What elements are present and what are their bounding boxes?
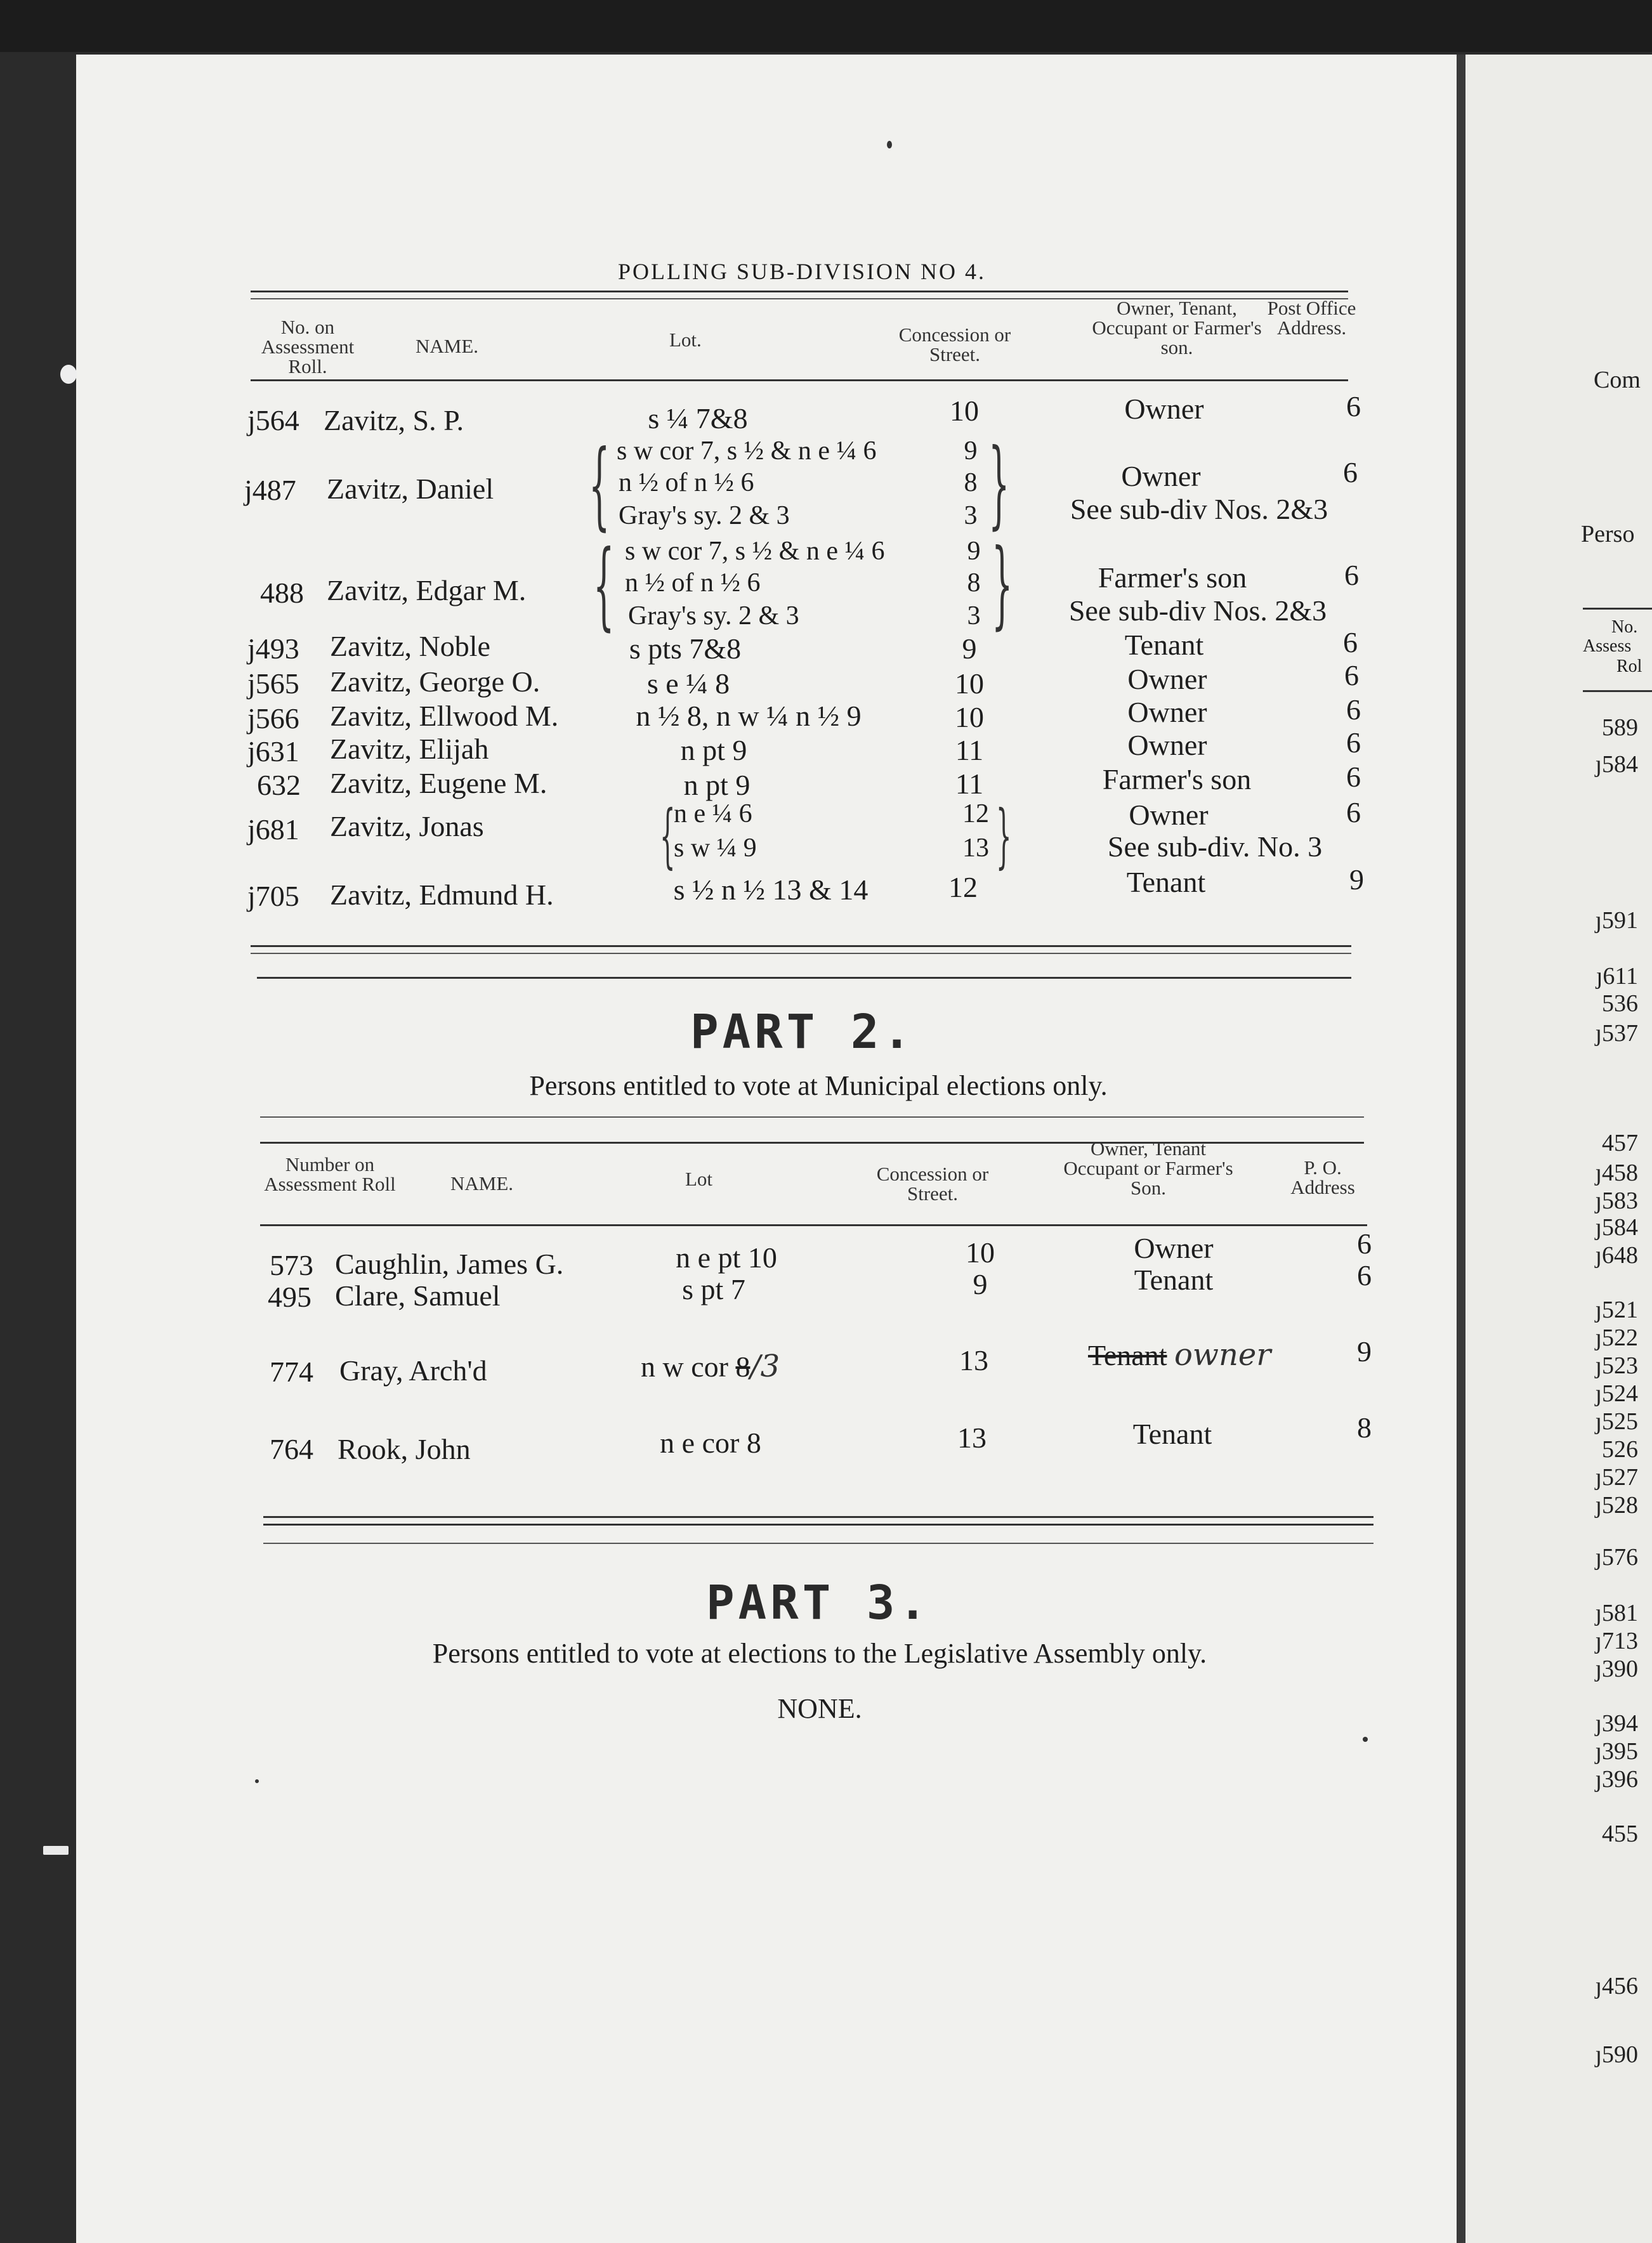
- right-roll: ȷ521: [1595, 1297, 1638, 1323]
- right-roll: ȷ584: [1595, 751, 1638, 778]
- table-row-lot: Gray's sy. 2 & 3: [619, 501, 790, 530]
- header-roll: No. on Assessment Roll.: [261, 316, 355, 377]
- rule: [1583, 608, 1652, 610]
- right-roll: ȷ713: [1595, 1628, 1638, 1654]
- scan-border-top: [0, 0, 1652, 52]
- table-row-roll: j631: [247, 735, 299, 768]
- table-row-lot: n ½ 8, n w ¼ n ½ 9: [636, 700, 862, 732]
- right-roll: ȷ525: [1595, 1408, 1638, 1435]
- right-roll: ȷ390: [1595, 1656, 1638, 1682]
- table-row-status: Owner: [1127, 729, 1207, 761]
- table-row-status: Tenant: [1134, 1264, 1214, 1296]
- table-row-name: Rook, John: [338, 1433, 471, 1465]
- speck: [43, 1846, 69, 1855]
- right-roll: 526: [1602, 1436, 1638, 1463]
- right-roll: ȷ524: [1595, 1380, 1638, 1407]
- table-row-lot: s e ¼ 8: [646, 667, 730, 700]
- table-row-con: 10: [955, 701, 984, 733]
- table-row-lot: n e ¼ 6: [674, 799, 752, 828]
- rule: [251, 953, 1351, 954]
- right-roll: ȷ528: [1595, 1492, 1638, 1519]
- part2-subtitle: Persons entitled to vote at Municipal elections only.: [529, 1070, 1108, 1101]
- left-brace: {: [593, 530, 615, 641]
- left-page: [76, 55, 1459, 2243]
- header-lot: Lot: [685, 1168, 713, 1190]
- right-roll: 455: [1602, 1821, 1638, 1847]
- right-roll: ȷ396: [1595, 1766, 1638, 1793]
- table-row-name: Zavitz, Elijah: [330, 733, 489, 765]
- rule: [257, 977, 1351, 979]
- table-row-status: See sub-div Nos. 2&3: [1068, 594, 1327, 627]
- handwritten-status: owner: [1174, 1337, 1271, 1373]
- speck: [1363, 1737, 1368, 1742]
- header-name: NAME.: [450, 1172, 514, 1194]
- table-row-roll: 495: [268, 1281, 311, 1313]
- table-row-status: Owner: [1129, 799, 1209, 831]
- right-roll: ȷ394: [1595, 1710, 1638, 1737]
- right-roll: ȷ456: [1595, 1973, 1638, 1999]
- speck: [255, 1779, 259, 1783]
- table-row-roll: j487: [244, 474, 296, 506]
- right-roll: 589: [1602, 714, 1638, 741]
- right-fragment: Rol: [1616, 657, 1642, 676]
- table-row-status: Owner: [1121, 460, 1201, 492]
- table-row-status: Tenant: [1124, 629, 1204, 661]
- table-row-roll: 573: [270, 1249, 313, 1281]
- table-row-roll: j566: [247, 702, 299, 735]
- table-row-status: Owner: [1127, 663, 1207, 695]
- table-row-lot: s w ¼ 9: [674, 834, 757, 863]
- speck: [887, 141, 892, 148]
- right-brace: }: [988, 429, 1010, 539]
- header-lot: Lot.: [669, 329, 702, 351]
- table-row-name: Zavitz, Noble: [330, 630, 490, 662]
- right-roll: ȷ523: [1595, 1352, 1638, 1379]
- table-row-roll: j564: [247, 404, 299, 436]
- table-row-roll: 764: [270, 1433, 313, 1465]
- page-heading: POLLING SUB-DIVISION NO 4.: [618, 259, 986, 284]
- struck-lot: 8: [735, 1350, 751, 1383]
- table-row-name: Zavitz, George O.: [330, 665, 541, 698]
- header-roll: Number on Assessment Roll: [264, 1153, 396, 1195]
- table-row-status: See sub-div. No. 3: [1107, 830, 1323, 863]
- table-row-po: 6: [1344, 659, 1359, 691]
- table-row-lot: n pt 9: [680, 734, 747, 766]
- rule: [251, 945, 1351, 947]
- table-row-roll: 774: [270, 1356, 313, 1388]
- rule: [251, 379, 1348, 381]
- table-row-name: Zavitz, Edmund H.: [330, 879, 554, 911]
- table-row-con: 11: [955, 734, 984, 766]
- right-roll: ȷ581: [1595, 1600, 1638, 1626]
- right-brace: }: [996, 795, 1012, 876]
- rule: [263, 1543, 1373, 1544]
- header-post: Post Office Address.: [1267, 297, 1356, 339]
- table-row-status: [1088, 1337, 1271, 1373]
- table-row-name: Zavitz, Daniel: [327, 473, 494, 505]
- table-row-roll: j681: [247, 813, 299, 846]
- table-row-status: Owner: [1124, 393, 1204, 425]
- table-row-po: 6: [1357, 1259, 1372, 1292]
- right-roll: ȷ584: [1595, 1214, 1638, 1241]
- right-roll: ȷ591: [1595, 907, 1638, 934]
- header-concession: Concession or Street.: [876, 1163, 989, 1205]
- left-brace: {: [660, 795, 676, 876]
- table-row-po: 9: [1357, 1335, 1372, 1368]
- table-row-con: 10: [950, 395, 979, 427]
- part3-none: NONE.: [777, 1693, 862, 1724]
- right-roll: 536: [1602, 990, 1638, 1017]
- rule: [263, 1524, 1373, 1526]
- table-row-con: 9: [967, 537, 981, 566]
- page-gutter: [1457, 55, 1465, 2243]
- table-row-con: 9: [973, 1268, 988, 1300]
- table-row-lot: s w cor 7, s ½ & n e ¼ 6: [617, 436, 877, 466]
- table-row-po: 6: [1343, 626, 1358, 658]
- right-roll: ȷ583: [1595, 1187, 1638, 1214]
- table-row-con: 9: [962, 632, 977, 665]
- table-row-lot: n ½ of n ½ 6: [619, 468, 754, 497]
- table-row-con: 12: [962, 799, 989, 828]
- table-row-name: Zavitz, Jonas: [330, 810, 484, 842]
- part3-subtitle: Persons entitled to vote at elections to the Legislative Assembly only.: [432, 1638, 1207, 1669]
- header-post: P. O. Address: [1290, 1156, 1355, 1198]
- right-roll: ȷ527: [1595, 1464, 1638, 1491]
- header-status: Owner, Tenant Occupant or Farmer's Son.: [1063, 1137, 1233, 1199]
- header-name: NAME.: [416, 335, 479, 357]
- table-row-status: Farmer's son: [1102, 763, 1252, 795]
- table-row-status: Tenant: [1132, 1418, 1212, 1450]
- table-row-po: 6: [1346, 726, 1361, 759]
- table-row-po: 6: [1346, 761, 1361, 793]
- rule: [251, 291, 1348, 292]
- table-row-lot: n e pt 10: [676, 1241, 777, 1274]
- table-row-po: 6: [1357, 1227, 1372, 1260]
- right-roll: ȷ576: [1595, 1544, 1638, 1571]
- right-roll: ȷ537: [1595, 1020, 1638, 1047]
- table-row-name: Caughlin, James G.: [335, 1248, 564, 1280]
- table-row-po: 9: [1349, 863, 1364, 896]
- table-row-po: 6: [1343, 456, 1358, 488]
- part2-title: PART 2.: [690, 1005, 915, 1059]
- table-row-lot: s pts 7&8: [629, 632, 742, 665]
- table-row-name: Zavitz, S. P.: [324, 404, 464, 436]
- table-row-con: 12: [948, 871, 978, 903]
- table-row-con: 11: [955, 768, 984, 800]
- table-row-con: 13: [959, 1344, 988, 1377]
- table-row-con: 13: [957, 1422, 987, 1454]
- rule: [1583, 690, 1652, 692]
- right-fragment: Assess: [1583, 636, 1632, 656]
- table-row-con: 3: [967, 601, 981, 631]
- table-row-con: 3: [964, 501, 978, 530]
- table-row-lot: n ½ of n ½ 6: [625, 568, 761, 598]
- table-row-lot: n pt 9: [683, 769, 751, 801]
- table-row-roll: 632: [257, 769, 301, 801]
- table-row-name: Zavitz, Edgar M.: [327, 574, 527, 606]
- table-row-po: 6: [1346, 796, 1361, 828]
- right-fragment: No.: [1611, 617, 1638, 637]
- right-fragment: Com: [1594, 367, 1641, 393]
- table-row-roll: j705: [247, 880, 299, 912]
- table-row-status: Tenant: [1126, 866, 1206, 898]
- right-roll: ȷ648: [1595, 1242, 1638, 1269]
- rule: [260, 1224, 1367, 1226]
- table-row-name: Zavitz, Eugene M.: [330, 767, 547, 799]
- table-row-lot: s ¼ 7&8: [648, 402, 748, 435]
- right-roll: ȷ395: [1595, 1738, 1638, 1765]
- table-row-con: 13: [962, 834, 989, 863]
- table-row-roll: 488: [260, 577, 304, 609]
- table-row-name: Clare, Samuel: [335, 1279, 501, 1312]
- left-brace: {: [589, 430, 610, 540]
- table-row-con: 9: [964, 436, 978, 466]
- table-row-po: 6: [1346, 693, 1361, 726]
- table-row-con: 8: [964, 468, 978, 497]
- right-roll: ȷ458: [1595, 1160, 1638, 1186]
- table-row-lot: n e cor 8: [660, 1427, 761, 1459]
- table-row-po: 6: [1344, 559, 1359, 591]
- table-row-name: Gray, Arch'd: [339, 1354, 487, 1387]
- table-row-con: 8: [967, 568, 981, 598]
- table-row-lot: s ½ n ½ 13 & 14: [673, 873, 869, 906]
- table-row-status: Owner: [1134, 1232, 1214, 1264]
- header-concession: Concession or Street.: [898, 324, 1011, 365]
- table-row-status: Farmer's son: [1098, 561, 1247, 594]
- right-brace: }: [992, 529, 1013, 639]
- table-row-con: 10: [955, 667, 984, 700]
- speck: [60, 365, 77, 384]
- struck-status: Tenant: [1088, 1339, 1167, 1371]
- right-roll: ȷ611: [1596, 963, 1638, 990]
- table-row-lot: Gray's sy. 2 & 3: [628, 601, 799, 631]
- lot-text: n w cor: [641, 1350, 728, 1383]
- table-row-lot: s w cor 7, s ½ & n e ¼ 6: [625, 537, 885, 566]
- table-row-status: See sub-div Nos. 2&3: [1070, 493, 1328, 525]
- table-row-name: Zavitz, Ellwood M.: [330, 700, 559, 732]
- right-roll: ȷ522: [1595, 1324, 1638, 1351]
- table-row-po: 8: [1357, 1411, 1372, 1444]
- right-fragment: Perso: [1581, 521, 1635, 547]
- table-row-roll: j565: [247, 667, 299, 700]
- table-row-roll: j493: [247, 632, 299, 665]
- header-status: Owner, Tenant, Occupant or Farmer's son.: [1092, 297, 1262, 358]
- table-row-status: Owner: [1127, 696, 1207, 728]
- table-row-lot: [641, 1351, 780, 1382]
- handwritten-lot: /3: [750, 1349, 780, 1384]
- rule: [260, 1116, 1364, 1118]
- part3-title: PART 3.: [706, 1576, 931, 1630]
- table-row-lot: s pt 7: [682, 1273, 745, 1305]
- table-row-con: 10: [966, 1236, 995, 1269]
- right-roll: ȷ590: [1595, 2041, 1638, 2068]
- right-roll: 457: [1602, 1130, 1638, 1156]
- table-row-po: 6: [1346, 390, 1361, 422]
- rule: [263, 1516, 1373, 1518]
